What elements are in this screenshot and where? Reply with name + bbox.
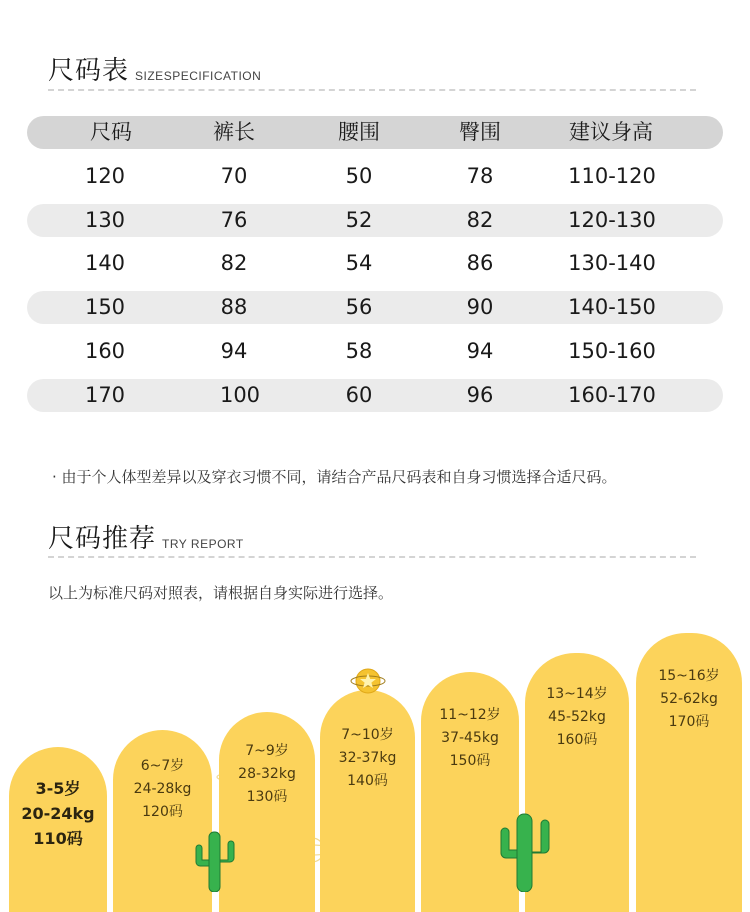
recommend-title: 尺码推荐 bbox=[48, 524, 157, 554]
bar-age: 7~10岁 bbox=[341, 727, 394, 743]
cell-waist: 56 bbox=[345, 295, 373, 320]
cell-height: 140-150 bbox=[568, 295, 656, 320]
header-hip: 臀围 bbox=[459, 120, 501, 144]
bar-weight: 32-37kg bbox=[338, 750, 397, 766]
bar-size: 160码 bbox=[556, 732, 598, 748]
cell-waist: 52 bbox=[345, 207, 373, 232]
bar-size: 150码 bbox=[449, 753, 491, 769]
cell-hip: 82 bbox=[466, 207, 494, 232]
cell-hip: 94 bbox=[466, 338, 494, 363]
cell-pants-length: 70 bbox=[220, 163, 248, 188]
cell-size: 160 bbox=[84, 338, 126, 363]
star-planet-icon bbox=[350, 664, 386, 696]
header-height: 建议身高 bbox=[569, 120, 653, 144]
bar-weight: 20-24kg bbox=[21, 804, 95, 823]
bar-age: 7~9岁 bbox=[245, 743, 289, 759]
bar-weight: 52-62kg bbox=[660, 691, 718, 707]
cactus-icon bbox=[496, 812, 552, 892]
bar-weight: 24-28kg bbox=[133, 781, 192, 797]
bar-size: 120码 bbox=[142, 804, 183, 820]
bar-size: 140码 bbox=[347, 773, 388, 789]
bar-age: 15~16岁 bbox=[658, 668, 720, 684]
cell-hip: 78 bbox=[466, 163, 494, 188]
table-header-row bbox=[27, 116, 723, 149]
table-row bbox=[27, 160, 723, 193]
cell-height: 130-140 bbox=[568, 251, 656, 276]
size-chart-subtitle: SIZESPECIFICATION bbox=[135, 69, 262, 83]
table-row bbox=[27, 335, 723, 368]
cell-waist: 54 bbox=[345, 251, 373, 276]
cell-size: 130 bbox=[84, 207, 126, 232]
cell-pants-length: 88 bbox=[220, 295, 248, 320]
cell-pants-length: 82 bbox=[220, 251, 248, 276]
cell-height: 150-160 bbox=[568, 338, 656, 363]
bar-age: 13~14岁 bbox=[546, 686, 608, 702]
cell-height: 160-170 bbox=[568, 382, 656, 407]
bar-age: 6~7岁 bbox=[140, 758, 185, 774]
cell-hip: 96 bbox=[466, 382, 494, 407]
recommend-bar bbox=[320, 690, 415, 912]
recommend-subtitle: TRY REPORT bbox=[162, 537, 244, 551]
size-table bbox=[27, 116, 723, 423]
table-row bbox=[27, 379, 723, 412]
recommend-intro: 以上为标准尺码对照表，请根据自身实际进行选择。 bbox=[48, 584, 394, 602]
cell-waist: 50 bbox=[345, 163, 373, 188]
size-chart-title: 尺码表 bbox=[48, 56, 130, 86]
cell-pants-length: 94 bbox=[220, 338, 248, 363]
bar-weight: 45-52kg bbox=[548, 709, 606, 725]
header-pants-length: 裤长 bbox=[213, 120, 255, 144]
size-recommendation-chart bbox=[0, 620, 750, 912]
divider bbox=[48, 556, 696, 558]
cell-size: 150 bbox=[84, 295, 126, 320]
bar-weight: 37-45kg bbox=[441, 730, 499, 746]
cell-hip: 90 bbox=[466, 295, 494, 320]
table-row bbox=[27, 247, 723, 280]
cell-size: 170 bbox=[84, 382, 126, 407]
cell-waist: 60 bbox=[345, 382, 373, 407]
sizing-note: · 由于个人体型差异以及穿衣习惯不同，请结合产品尺码表和自身习惯选择合适尺码。 bbox=[52, 468, 617, 486]
cactus-icon bbox=[192, 830, 236, 892]
table-row bbox=[27, 291, 723, 324]
bar-age: 3-5岁 bbox=[35, 779, 81, 798]
header-waist: 腰围 bbox=[338, 120, 380, 144]
table-row bbox=[27, 204, 723, 237]
cell-height: 110-120 bbox=[568, 163, 656, 188]
divider bbox=[48, 89, 696, 91]
recommend-heading bbox=[48, 518, 244, 555]
bar-size: 170码 bbox=[668, 714, 710, 730]
cell-hip: 86 bbox=[466, 251, 494, 276]
bar-size: 130码 bbox=[246, 789, 288, 805]
cell-size: 140 bbox=[84, 251, 126, 276]
recommend-bar bbox=[636, 633, 742, 912]
cell-pants-length: 100 bbox=[219, 382, 261, 407]
cell-waist: 58 bbox=[345, 338, 373, 363]
cell-pants-length: 76 bbox=[220, 207, 248, 232]
bar-age: 11~12岁 bbox=[439, 707, 501, 723]
header-size: 尺码 bbox=[90, 120, 132, 144]
bar-size: 110码 bbox=[33, 829, 83, 848]
recommend-bar bbox=[9, 747, 107, 912]
bar-weight: 28-32kg bbox=[238, 766, 296, 782]
cell-size: 120 bbox=[84, 163, 126, 188]
cell-height: 120-130 bbox=[568, 207, 656, 232]
size-chart-heading bbox=[48, 50, 261, 87]
